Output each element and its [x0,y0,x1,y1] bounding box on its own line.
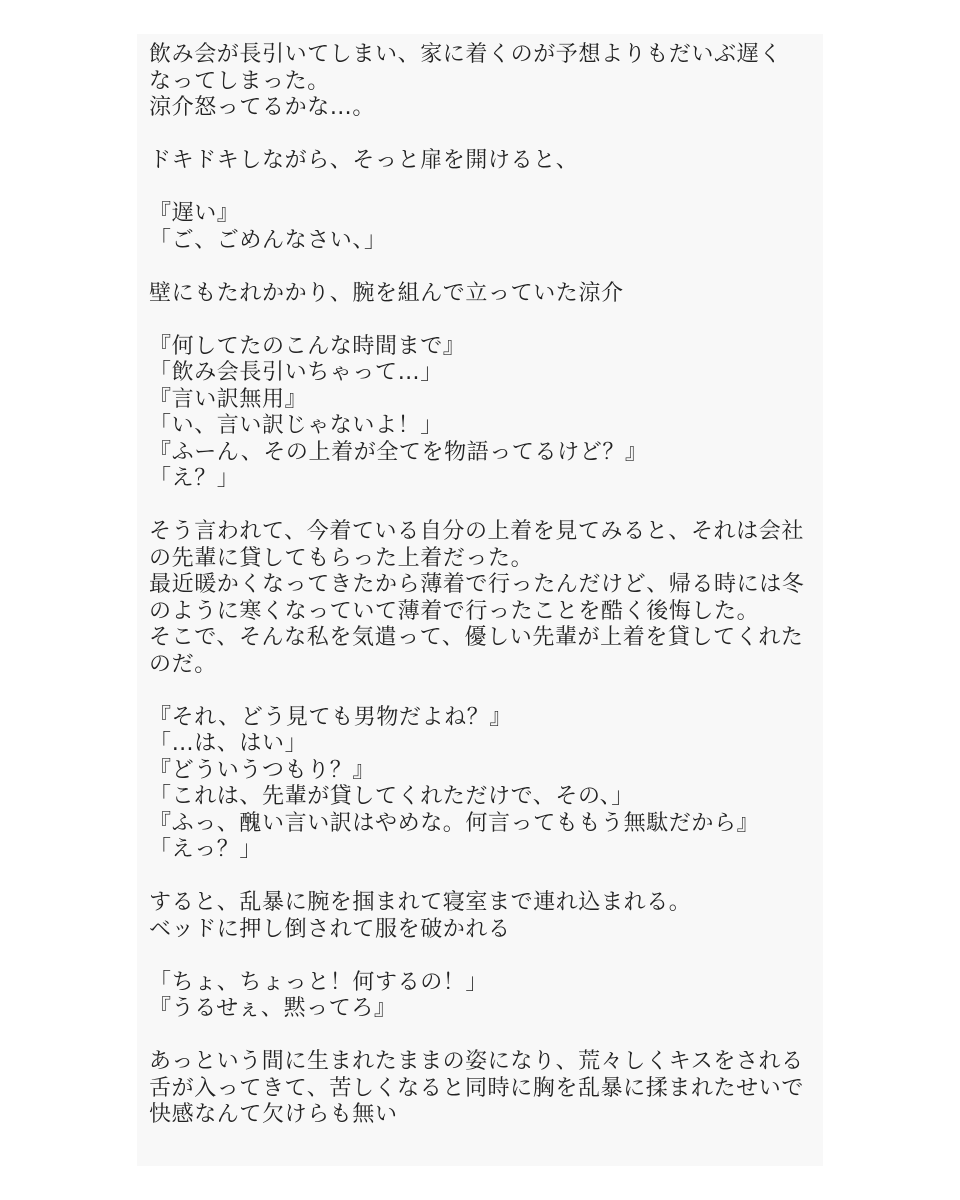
text-line: 「えっ？」 [149,837,263,862]
text-line: 「…は、はい」 [149,731,308,756]
text-line: ドキドキしながら、そっと扉を開けると、 [149,148,579,173]
text-line: 壁にもたれかかり、腕を組んで立っていた涼介 [149,280,624,306]
text-line: ベッドに押し倒されて服を破かれる [149,916,511,942]
text-line: 快感なんて欠けらも無い [149,1102,398,1127]
text-line: 『何してたのこんな時間まで』 [149,333,466,359]
blank-line [149,1023,823,1050]
text-line: 「これは、先輩が貸してくれただけで、その、」 [149,784,634,809]
text-line: 「飲み会長引いちゃって…」 [149,360,443,385]
text-line: 『どういうつもり？』 [149,757,376,783]
text-line: 舌が入ってきて、苦しくなると同時に胸を乱暴に揉まれたせいで [149,1075,804,1101]
text-line: あっという間に生まれたままの姿になり、荒々しくキスをされる [149,1049,804,1074]
text-line: 『遅い』 [149,201,240,226]
text-line: なってしまった。 [149,68,330,94]
blank-line [149,678,823,705]
text-line: すると、乱暴に腕を掴まれて寝室まで連れ込まれる。 [149,890,692,915]
text-line: 「ちょ、ちょっと！何するの！」 [149,969,489,995]
blank-line [149,493,823,520]
text-line: そう言われて、今着ている自分の上着を見てみると、それは会社 [149,519,804,544]
text-line: の先輩に貸してもらった上着だった。 [149,545,534,571]
text-line: 『ふっ、醜い言い訳はやめな。何言ってももう無駄だから』 [149,810,760,836]
text-line: 『ふーん、その上着が全てを物語ってるけど？』 [149,439,648,465]
text-line: 『言い訳無用』 [149,386,308,412]
blank-line [149,307,823,334]
text-page [137,34,823,1166]
blank-line [149,943,823,970]
blank-line [149,254,823,281]
text-line: 「ご、ごめんなさい、」 [149,227,387,253]
text-line: 涼介怒ってるかな…。 [149,95,376,120]
text-line: 『それ、どう見ても男物だよね？』 [149,704,512,730]
blank-line [149,175,823,202]
text-line: そこで、そんな私を気遣って、優しい先輩が上着を貸してくれた [149,625,804,650]
text-line: のように寒くなっていて薄着で行ったことを酷く後悔した。 [149,598,760,624]
blank-line [149,864,823,891]
blank-line [149,122,823,149]
text-line: 「え？」 [149,466,240,491]
text-line: 最近暖かくなってきたから薄着で行ったんだけど、帰る時には冬 [149,572,805,597]
text-line: 「い、言い訳じゃないよ！」 [149,413,443,438]
text-line: 『うるせぇ、黙ってろ』 [149,996,397,1021]
text-line: のだ。 [149,651,217,677]
text-line: 飲み会が長引いてしまい、家に着くのが予想よりもだいぶ遅く [149,42,782,67]
